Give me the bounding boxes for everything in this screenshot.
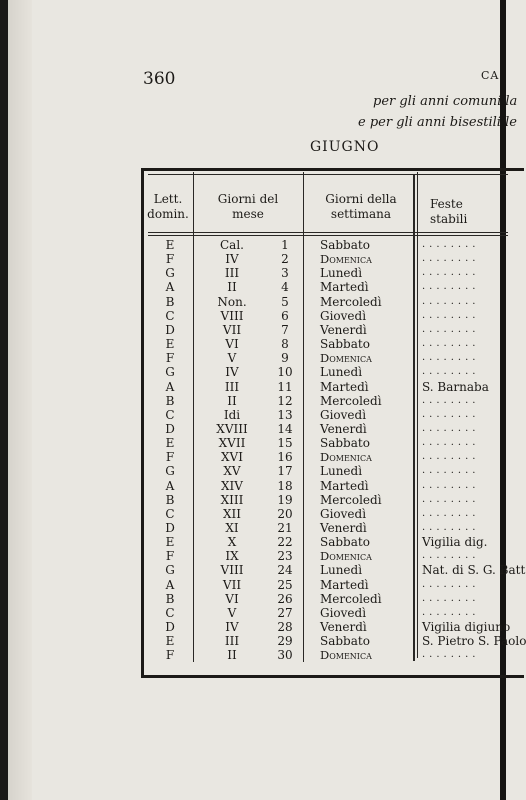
roman-date: XII xyxy=(222,506,242,521)
roman-date: VII xyxy=(222,577,242,592)
weekday: Lunedì xyxy=(320,365,363,380)
roman-date: XVII xyxy=(218,436,246,451)
dominical-letter: A xyxy=(165,379,175,394)
feast: ........ xyxy=(422,295,480,307)
book-spine-shadow xyxy=(0,0,8,800)
day-number: 26 xyxy=(277,591,293,606)
dominical-letter: C xyxy=(165,605,175,620)
feast: Vigilia digiuno xyxy=(422,620,511,635)
day-number: 4 xyxy=(281,280,289,295)
feast: ........ xyxy=(422,253,480,265)
weekday: Mercoledì xyxy=(320,492,382,507)
weekday: Venerdì xyxy=(320,421,367,436)
dominical-letter: F xyxy=(165,549,175,564)
weekday: Venerdì xyxy=(320,521,367,535)
day-number: 25 xyxy=(277,577,293,592)
subtitle-line-2: e per gli anni bisestili le xyxy=(358,115,517,130)
dominical-letter: E xyxy=(165,634,175,649)
header-giorni-settimana: Giorni della settimana xyxy=(325,192,397,221)
dominical-letter: B xyxy=(165,492,175,507)
feast: ........ xyxy=(422,465,480,477)
table-top-rule xyxy=(148,174,508,175)
header-lettera-domenicale: Lett. domin. xyxy=(147,192,189,221)
feast: Vigilia dig. xyxy=(422,535,488,550)
dominical-letter: C xyxy=(165,506,175,521)
weekday: Mercoledì xyxy=(320,591,382,606)
feast: ........ xyxy=(422,479,480,491)
weekday: Giovedì xyxy=(320,506,367,521)
day-number: 15 xyxy=(277,436,293,451)
day-number: 23 xyxy=(277,549,293,564)
dominical-letter: D xyxy=(165,322,175,337)
day-number: 6 xyxy=(281,308,289,323)
weekday: Sabbato xyxy=(320,238,370,252)
feast: ........ xyxy=(422,309,480,321)
day-number: 8 xyxy=(281,337,289,352)
feast: ........ xyxy=(422,578,480,590)
feast: Nat. di S. G. Batt xyxy=(422,563,526,578)
feast: S. Pietro S. Paolo xyxy=(422,634,526,649)
roman-date: VII xyxy=(222,322,242,337)
day-number: 3 xyxy=(281,266,289,281)
day-number: 30 xyxy=(277,648,293,663)
roman-date: II xyxy=(227,393,237,408)
day-number: 9 xyxy=(281,351,289,366)
weekday: Domenica xyxy=(320,252,372,267)
day-number: 12 xyxy=(277,393,293,408)
header-giorni-mese: Giorni del mese xyxy=(217,192,279,221)
feast: ........ xyxy=(422,338,480,350)
weekday: Lunedì xyxy=(320,464,363,479)
roman-date: XIII xyxy=(220,492,244,507)
weekday: Sabbato xyxy=(320,337,370,352)
weekday: Martedì xyxy=(320,379,369,394)
day-number: 5 xyxy=(281,294,289,309)
feast: ........ xyxy=(422,352,480,364)
day-number: 16 xyxy=(277,450,293,465)
dominical-letter: A xyxy=(165,478,175,493)
day-number: 10 xyxy=(277,365,293,380)
dominical-letter: E xyxy=(165,436,175,451)
dominical-letter: G xyxy=(165,464,175,479)
roman-date: Idi xyxy=(223,407,241,422)
roman-date: V xyxy=(227,351,237,366)
weekday: Domenica xyxy=(320,351,372,366)
weekday: Sabbato xyxy=(320,634,370,649)
roman-date: IV xyxy=(225,252,239,267)
day-number: 14 xyxy=(277,421,293,436)
dominical-letter: A xyxy=(165,577,175,592)
weekday: Sabbato xyxy=(320,535,370,550)
dominical-letter: B xyxy=(165,591,175,606)
weekday: Mercoledì xyxy=(320,393,382,408)
dominical-letter: C xyxy=(165,308,175,323)
weekday: Lunedì xyxy=(320,563,363,578)
dominical-letter: B xyxy=(165,393,175,408)
roman-date: VIII xyxy=(220,308,244,323)
weekday: Martedì xyxy=(320,280,369,295)
weekday: Mercoledì xyxy=(320,294,382,309)
weekday: Sabbato xyxy=(320,436,370,451)
feast: ........ xyxy=(422,267,480,279)
dominical-letter: D xyxy=(165,620,175,635)
feast: S. Barnaba xyxy=(422,379,489,394)
feast: ........ xyxy=(422,323,480,335)
roman-date: IX xyxy=(225,549,239,564)
day-number: 22 xyxy=(277,535,293,550)
weekday: Venerdì xyxy=(320,620,367,635)
day-number: 21 xyxy=(277,521,293,535)
dominical-letter: E xyxy=(165,535,175,550)
roman-date: IV xyxy=(225,365,239,380)
roman-date: II xyxy=(227,280,237,295)
column-divider xyxy=(193,172,194,662)
dominical-letter: A xyxy=(165,280,175,295)
roman-date: III xyxy=(224,379,240,394)
roman-date: Cal. xyxy=(220,238,244,252)
dominical-letter: F xyxy=(165,252,175,267)
day-number: 11 xyxy=(277,379,293,394)
feast: ........ xyxy=(422,522,480,533)
subtitle-line-1: per gli anni comuni la xyxy=(373,94,518,109)
day-number: 27 xyxy=(277,605,293,620)
dominical-letter: G xyxy=(165,365,175,380)
feast: ........ xyxy=(422,592,480,604)
day-number: 17 xyxy=(277,464,293,479)
feast: ........ xyxy=(422,606,480,618)
feast: ........ xyxy=(422,493,480,505)
day-number: 13 xyxy=(277,407,293,422)
day-number: 29 xyxy=(277,634,293,649)
dominical-letter: G xyxy=(165,563,175,578)
header-feste-stabili: Feste stabili xyxy=(430,197,468,226)
roman-date: II xyxy=(227,648,237,663)
feast: ........ xyxy=(422,394,480,406)
column-divider-double xyxy=(413,175,415,661)
feast: ........ xyxy=(422,649,480,661)
day-number: 7 xyxy=(281,322,289,337)
header-rule xyxy=(148,232,508,233)
dominical-letter: E xyxy=(165,238,175,252)
dominical-letter: C xyxy=(165,407,175,422)
feast: ........ xyxy=(422,239,480,250)
dominical-letter: D xyxy=(165,421,175,436)
feast: ........ xyxy=(422,437,480,449)
day-number: 28 xyxy=(277,620,293,635)
page-number: 360 xyxy=(143,69,176,89)
roman-date: XVI xyxy=(221,450,243,465)
weekday: Domenica xyxy=(320,549,372,564)
weekday: Martedì xyxy=(320,478,369,493)
feast: ........ xyxy=(422,281,480,293)
day-number: 24 xyxy=(277,563,293,578)
weekday: Lunedì xyxy=(320,266,363,281)
dominical-letter: F xyxy=(165,648,175,663)
roman-date: X xyxy=(227,535,237,550)
day-number: 19 xyxy=(277,492,293,507)
dominical-letter: G xyxy=(165,266,175,281)
roman-date: XIV xyxy=(221,478,243,493)
page-gutter-shade xyxy=(8,0,32,800)
roman-date: III xyxy=(224,634,240,649)
feast: ........ xyxy=(422,451,480,463)
roman-date: VI xyxy=(225,591,239,606)
month-title: GIUGNO xyxy=(310,139,380,155)
weekday: Giovedì xyxy=(320,407,367,422)
day-number: 18 xyxy=(277,478,293,493)
running-head: CA xyxy=(481,69,500,82)
feast: ........ xyxy=(422,422,480,434)
feast: ........ xyxy=(422,366,480,378)
roman-date: XI xyxy=(225,521,239,535)
roman-date: V xyxy=(227,605,237,620)
roman-date: VIII xyxy=(220,563,244,578)
roman-date: XV xyxy=(223,464,241,479)
dominical-letter: B xyxy=(165,294,175,309)
feast: ........ xyxy=(422,550,480,562)
weekday: Venerdì xyxy=(320,322,367,337)
header-rule-double xyxy=(148,235,508,236)
column-divider xyxy=(417,172,418,658)
weekday: Giovedì xyxy=(320,605,367,620)
weekday: Martedì xyxy=(320,577,369,592)
feast: ........ xyxy=(422,408,480,420)
roman-date: XVIII xyxy=(216,421,248,436)
weekday: Domenica xyxy=(320,648,372,663)
weekday: Domenica xyxy=(320,450,372,465)
roman-date: III xyxy=(224,266,240,281)
day-number: 1 xyxy=(281,238,289,252)
dominical-letter: E xyxy=(165,337,175,352)
dominical-letter: F xyxy=(165,450,175,465)
dominical-letter: F xyxy=(165,351,175,366)
roman-date: Non. xyxy=(217,294,247,309)
day-number: 20 xyxy=(277,506,293,521)
feast: ........ xyxy=(422,507,480,519)
roman-date: IV xyxy=(225,620,239,635)
dominical-letter: D xyxy=(165,521,175,535)
weekday: Giovedì xyxy=(320,308,367,323)
roman-date: VI xyxy=(225,337,239,352)
day-number: 2 xyxy=(281,252,289,267)
